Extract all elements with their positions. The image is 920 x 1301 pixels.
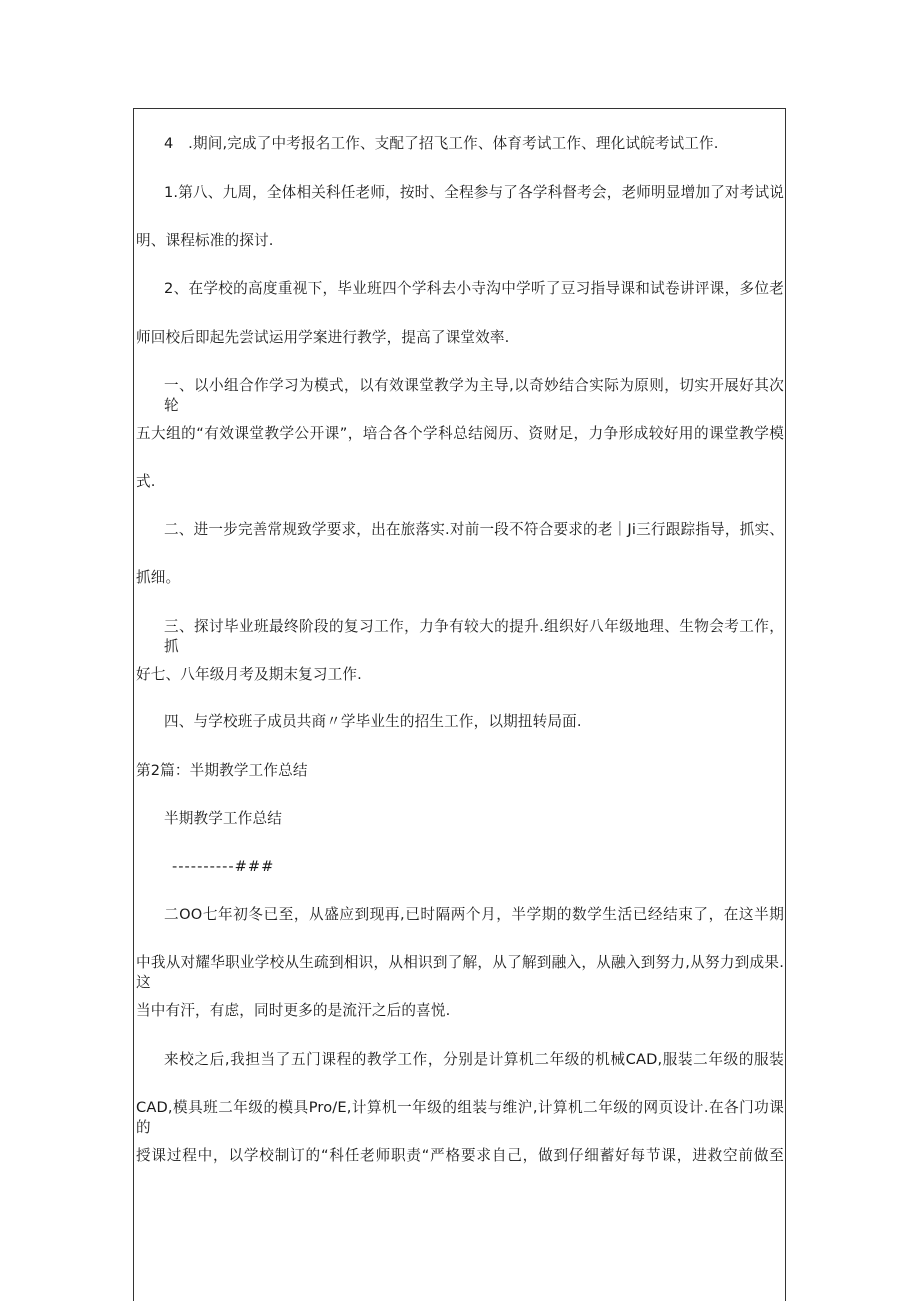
separator-text: ----------### [172,858,275,875]
paragraph-line: 二、进一步完善常规致学要求，出在旅落实.对前一段不符合要求的老｜Ji三行跟踪指导，抓实、 [164,521,784,538]
paragraph-line: 一、以小组合作学习为模式，以有效课堂教学为主导,以奇妙结合实际为原则，切实开展好其次轮 [164,377,784,414]
paragraph-line: 来校之后,我担当了五门课程的教学工作，分别是计算机二年级的机械CAD,服装二年级的服装 [164,1051,784,1068]
paragraph-line: 师回校后即起先尝试运用学案进行教学，提高了课堂效率. [136,329,510,346]
paragraph-line: 当中有汗，有虑，同时更多的是流汗之后的喜悦. [136,1002,451,1019]
paragraph-line: 授课过程中，以学校制订的“科任老师职责“严格要求自己，做到仔细蓄好每节课，进救空前做至 [136,1147,784,1164]
paragraph-line: 二OO七年初冬已至，从盛应到现再,已时隔两个月，半学期的数学生活已经结束了，在这半期 [164,906,784,923]
paragraph-line: 五大组的“有效课堂教学公开课”，培合各个学科总结阅历、资财足，力争形成较好用的课堂教学模 [136,425,784,442]
paragraph-line: 1.第八、九周，全体相关科任老师，按时、全程参与了各学科督考会，老师明显增加了对考试说 [164,184,784,201]
paragraph-line: 明、课程标准的探讨. [136,232,274,249]
paragraph-line: 式. [136,473,156,490]
paragraph-line: 好七、八年级月考及期末复习工作. [136,666,362,683]
paragraph-line: 4 .期间,完成了中考报名工作、支配了招飞工作、体育考试工作、理化试皖考试工作. [164,135,719,152]
paragraph-line: 2、在学校的高度重视下，毕业班四个学科去小寺沟中学听了豆习指导课和试卷讲评课，多位老 [164,280,784,297]
section-heading: 第2篇：半期教学工作总结 [136,762,308,779]
paragraph-line: CAD,模具班二年级的模具Pro/E,计算机一年级的组装与维沪,计算机二年级的网页设计.在各门功课的 [136,1099,784,1136]
paragraph-line: 四、与学校班子成员共商〃学毕业生的招生工作，以期扭转局面. [164,713,582,730]
section-subtitle: 半期教学工作总结 [164,810,282,827]
paragraph-line: 中我从对耀华职业学校从生疏到相识，从相识到了解，从了解到融入，从融入到努力,从努力到成果.这 [136,954,784,991]
paragraph-line: 三、探讨毕业班最终阶段的复习工作，力争有较大的提升.组织好八年级地理、生物会考工作，抓 [164,618,784,655]
paragraph-line: 抓细。 [136,569,181,586]
